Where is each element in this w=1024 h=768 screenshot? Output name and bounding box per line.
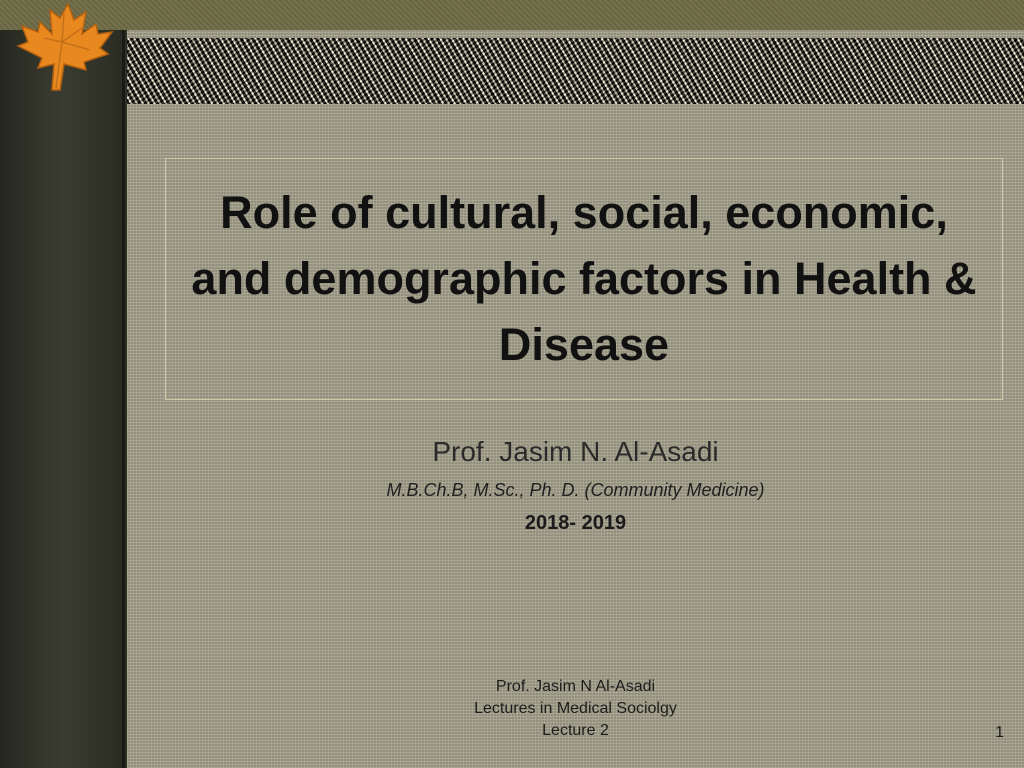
footer-author: Prof. Jasim N Al-Asadi <box>495 678 656 695</box>
maple-leaf-icon <box>4 2 116 92</box>
left-sidebar <box>0 30 125 768</box>
page-number: 1 <box>995 724 1004 741</box>
author-credentials: M.B.Ch.B, M.Sc., Ph. D. (Community Medicine) <box>386 480 765 500</box>
academic-year: 2018- 2019 <box>524 512 627 534</box>
top-strip <box>0 0 1024 30</box>
decorative-band <box>127 38 1024 104</box>
footer-course: Lectures in Medical Sociolgy <box>474 700 677 717</box>
footer <box>127 676 1024 742</box>
slide-panel <box>127 30 1024 768</box>
footer-lecture: Lecture 2 <box>542 722 609 739</box>
author-name: Prof. Jasim N. Al-Asadi <box>432 436 719 467</box>
title-box <box>165 158 1003 400</box>
slide-title: Role of cultural, social, economic, and demographic factors in Health & Disease <box>191 187 977 370</box>
